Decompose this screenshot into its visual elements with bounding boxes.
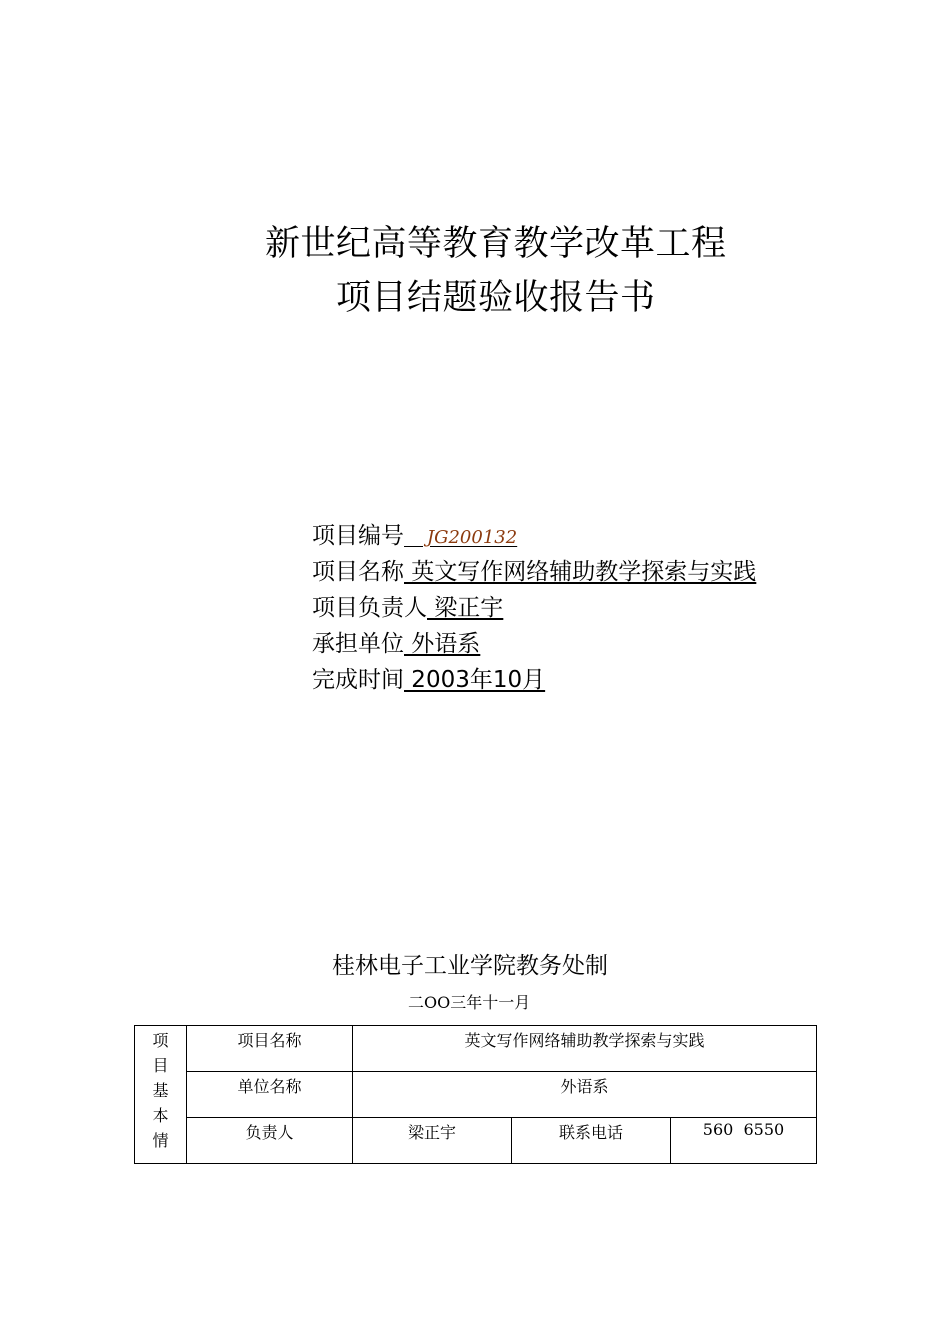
section-char: 情 xyxy=(152,1131,169,1150)
table-row xyxy=(135,1118,817,1164)
project-leader-label: 项目负责人 xyxy=(312,595,427,621)
completion-label: 完成时间 xyxy=(312,667,404,693)
basic-info-table xyxy=(134,1025,817,1164)
project-name-label: 项目名称 xyxy=(312,559,404,585)
unit-name-label-cell: 单位名称 xyxy=(187,1072,353,1118)
unit-label: 承担单位 xyxy=(312,631,404,657)
table-row xyxy=(135,1072,817,1118)
project-code-row xyxy=(312,518,756,554)
leader-value-cell: 梁正宇 xyxy=(353,1118,512,1164)
phone-label-cell: 联系电话 xyxy=(512,1118,671,1164)
section-char: 项 xyxy=(152,1031,169,1050)
project-info-block xyxy=(312,518,756,698)
unit-value: 外语系 xyxy=(404,631,481,657)
project-name-value: 英文写作网络辅助教学探索与实践 xyxy=(404,559,757,585)
table-row xyxy=(135,1026,817,1072)
unit-name-value-cell: 外语系 xyxy=(353,1072,817,1118)
section-header-cell xyxy=(135,1026,187,1164)
project-name-row xyxy=(312,554,756,590)
section-char: 目 xyxy=(152,1056,169,1075)
project-name-label-cell: 项目名称 xyxy=(187,1026,353,1072)
unit-row xyxy=(312,626,756,662)
project-leader-value: 梁正宇 xyxy=(427,595,504,621)
leader-label-cell: 负责人 xyxy=(187,1118,353,1164)
completion-value: 2003年10月 xyxy=(404,667,546,693)
completion-row xyxy=(312,662,756,698)
document-title-line1: 新世纪高等教育教学改革工程 xyxy=(265,224,727,264)
phone-value-cell: 560 6550 xyxy=(671,1118,817,1164)
section-char: 基 xyxy=(152,1081,169,1100)
project-code-value: JG200132 xyxy=(404,527,518,548)
project-leader-row xyxy=(312,590,756,626)
project-name-value-cell: 英文写作网络辅助教学探索与实践 xyxy=(353,1026,817,1072)
section-char: 本 xyxy=(152,1106,169,1125)
document-title-line2: 项目结题验收报告书 xyxy=(336,278,656,318)
issue-date: 二OO三年十一月 xyxy=(408,993,531,1012)
project-code-label: 项目编号 xyxy=(312,523,404,549)
issuer: 桂林电子工业学院教务处制 xyxy=(332,953,608,979)
